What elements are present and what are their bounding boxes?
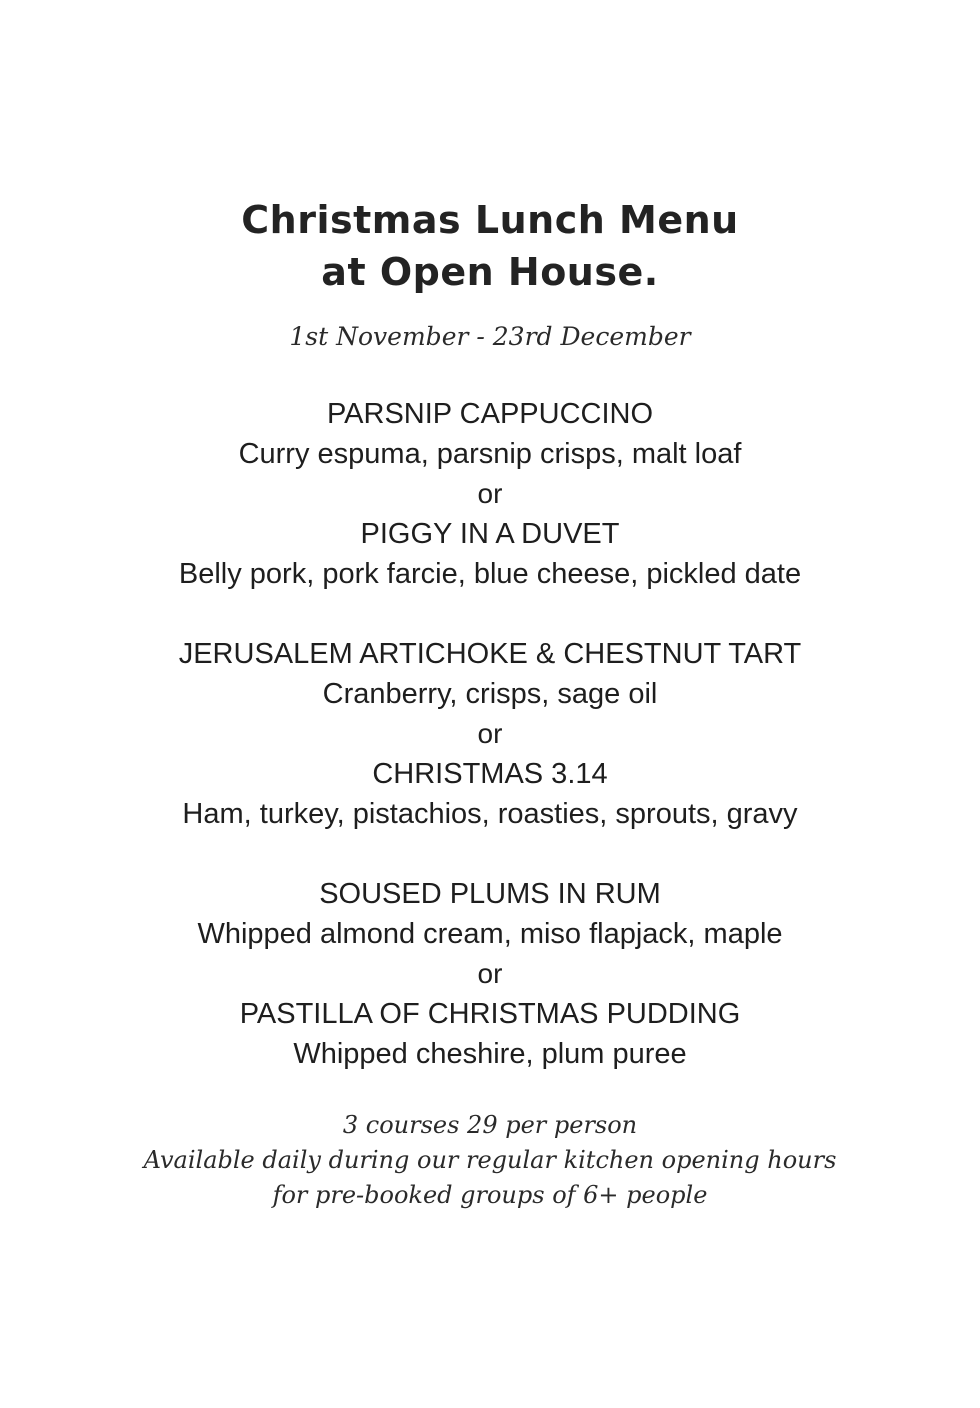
price-note: 3 courses 29 per person [342, 1111, 638, 1139]
or-separator: or [477, 478, 503, 509]
availability-note: Available daily during our regular kitchen opening hours [143, 1146, 837, 1174]
dish-description: Cranberry, crisps, sage oil [322, 678, 658, 710]
or-separator: or [477, 958, 503, 989]
dish-name: JERUSALEM ARTICHOKE & CHESTNUT TART [178, 638, 802, 670]
course-main [0, 634, 980, 834]
dish-description: Ham, turkey, pistachios, roasties, sprouts, gravy [182, 798, 798, 830]
dish-description: Curry espuma, parsnip crisps, malt loaf [238, 438, 742, 470]
or-separator: or [477, 718, 503, 749]
course-dessert [0, 874, 980, 1074]
dish-name: PIGGY IN A DUVET [360, 518, 620, 550]
menu-dates: 1st November - 23rd December [289, 322, 691, 351]
dish-description: Whipped cheshire, plum puree [293, 1038, 687, 1070]
dish-name: PASTILLA OF CHRISTMAS PUDDING [239, 998, 741, 1030]
dish-name: PARSNIP CAPPUCCINO [326, 398, 654, 430]
dish-description: Belly pork, pork farcie, blue cheese, pickled date [178, 558, 802, 590]
menu-footer [0, 1108, 980, 1213]
menu-title-line-1: Christmas Lunch Menu [241, 198, 739, 242]
course-starter [0, 394, 980, 594]
group-booking-note: for pre-booked groups of 6+ people [272, 1181, 708, 1209]
dish-description: Whipped almond cream, miso flapjack, maple [197, 918, 783, 950]
dish-name: CHRISTMAS 3.14 [372, 758, 608, 790]
dish-name: SOUSED PLUMS IN RUM [319, 878, 661, 910]
menu-title-line-2: at Open House. [321, 250, 659, 294]
